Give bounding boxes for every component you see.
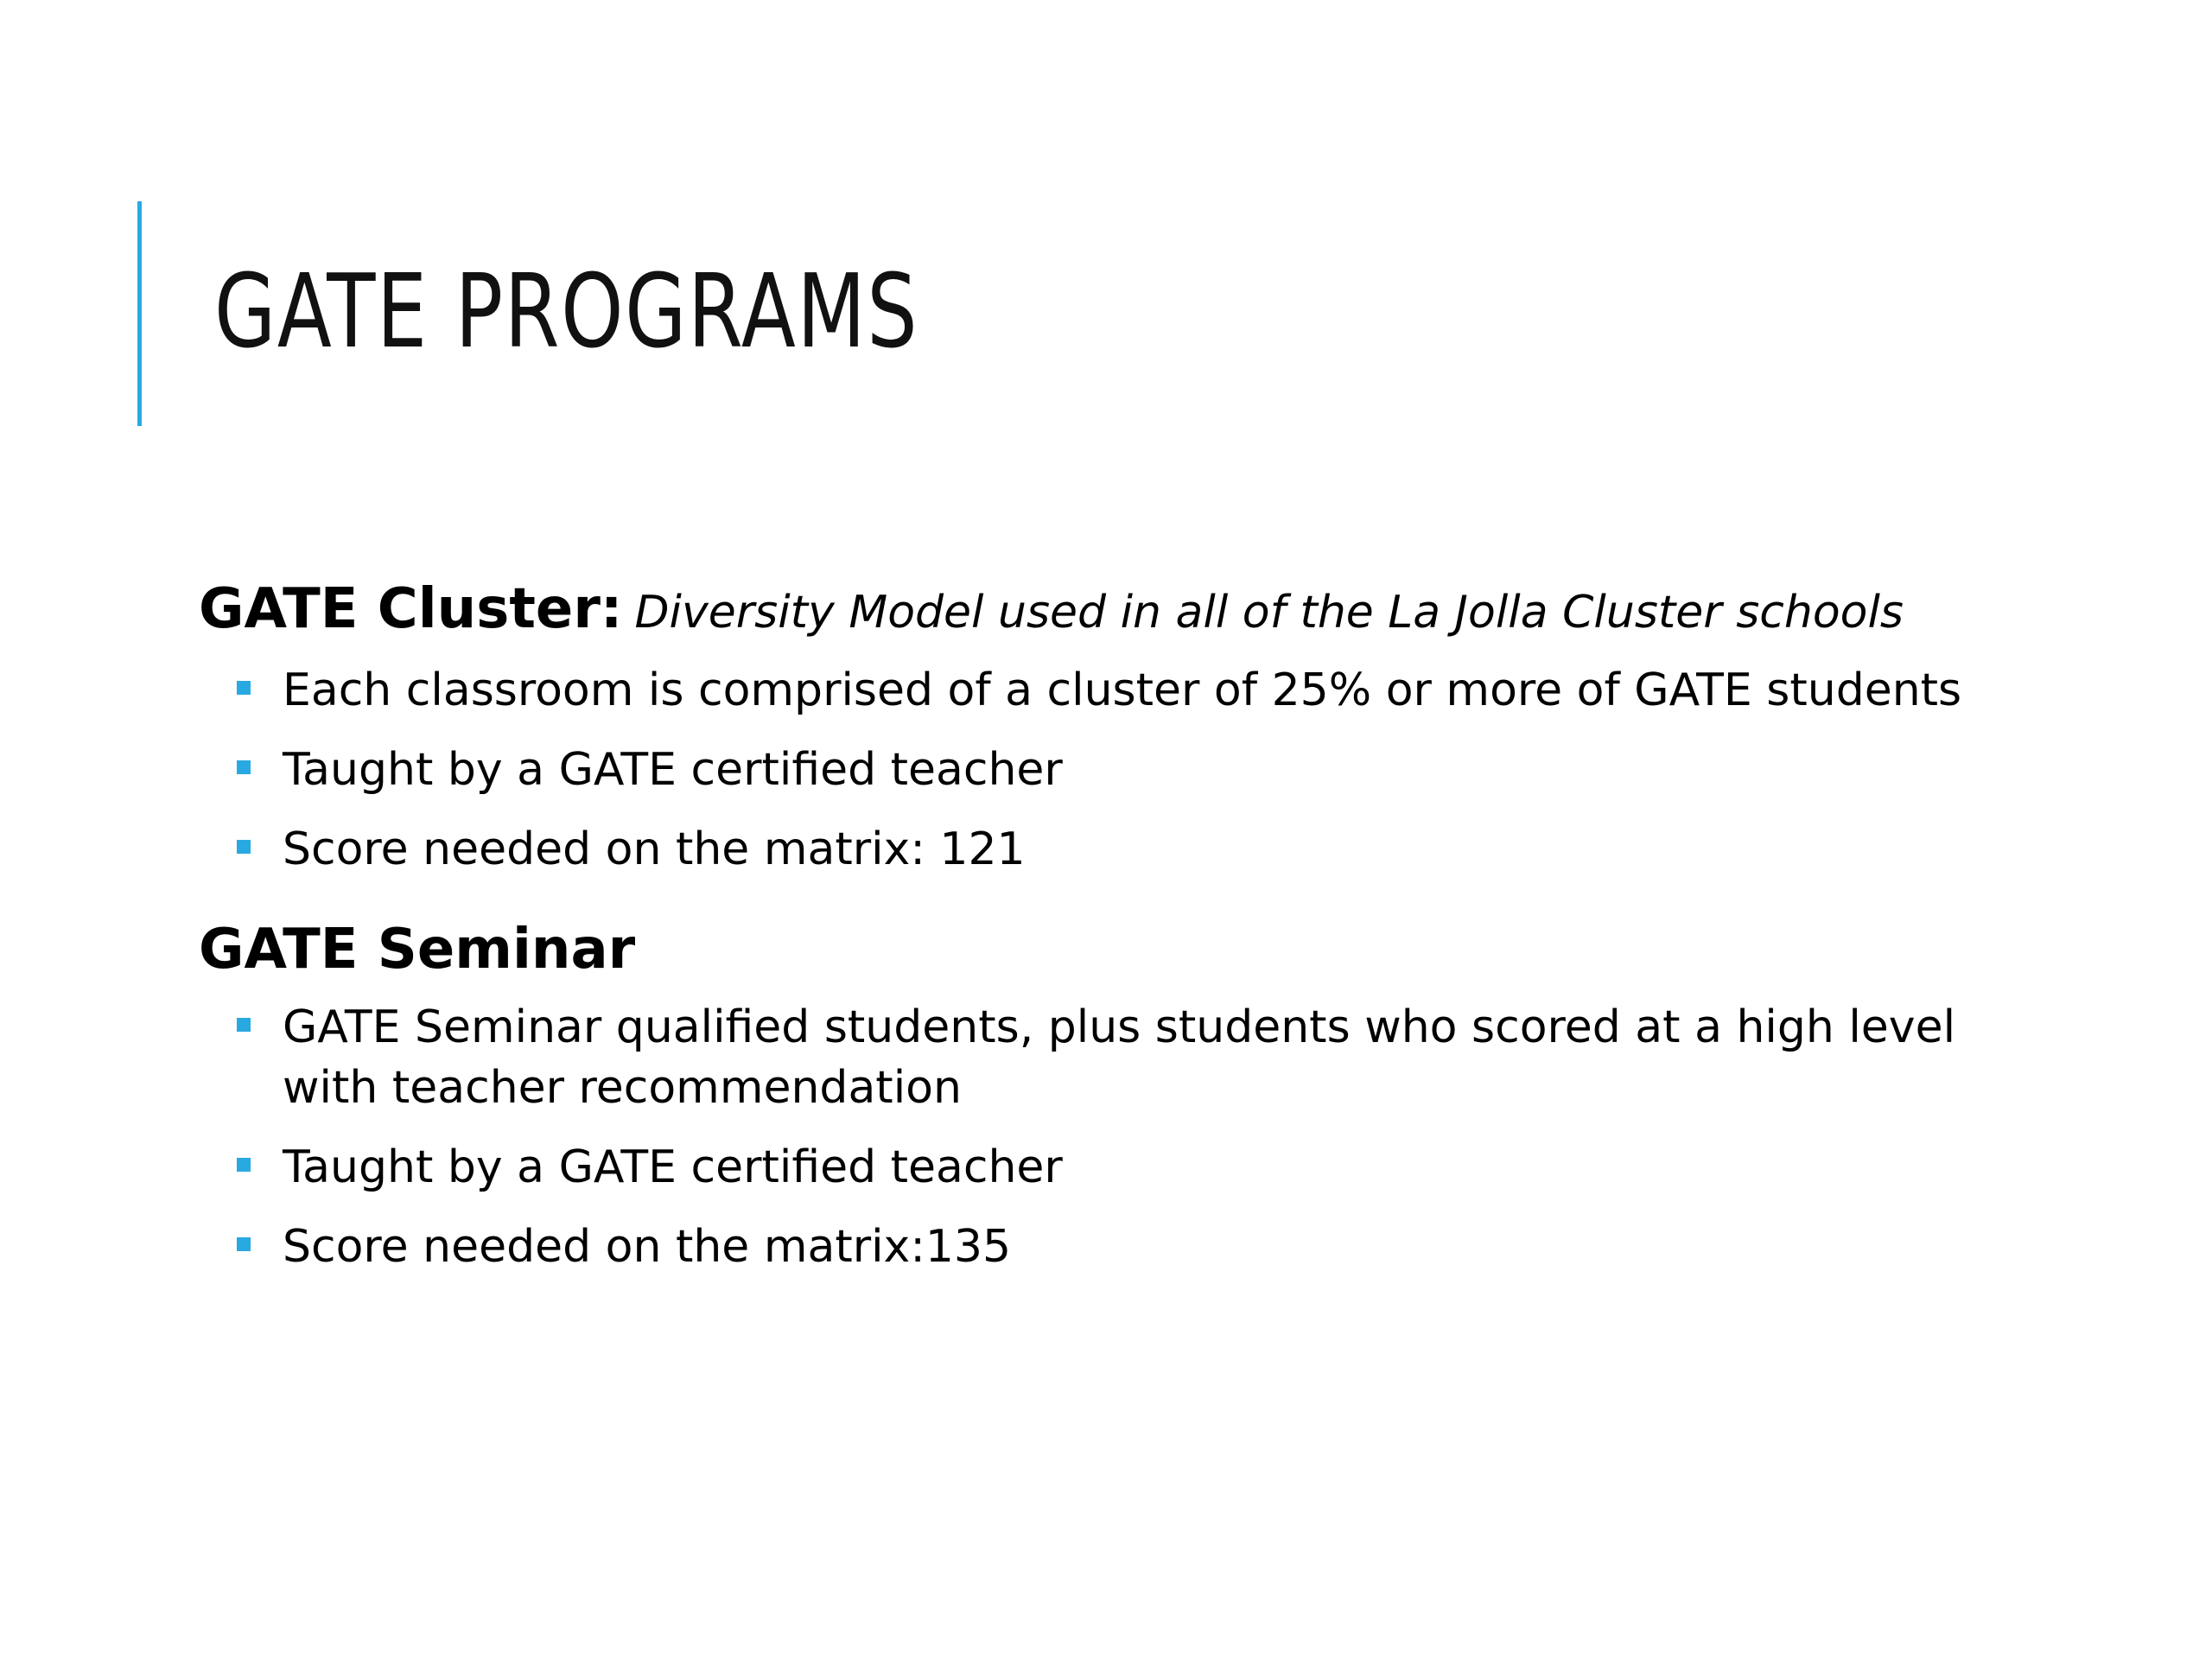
square-bullet-icon [237, 681, 251, 695]
list-item [199, 1137, 2011, 1198]
bullet-text: Each classroom is comprised of a cluster of 25% or more of GATE students [283, 664, 1962, 716]
slide-title: GATE PROGRAMS [214, 251, 919, 371]
bullet-text: Taught by a GATE certified teacher [283, 1141, 1063, 1193]
list-item [199, 1217, 2011, 1277]
section-heading-description: Diversity Model used in all of the La Jolla Cluster schools [634, 587, 1904, 639]
bullet-text: Taught by a GATE certified teacher [283, 744, 1063, 796]
section-heading-label: GATE Cluster: [199, 577, 623, 641]
title-accent-bar [137, 201, 142, 426]
section-heading-gate-seminar [199, 902, 2013, 997]
square-bullet-icon [237, 1018, 251, 1032]
bullet-list-gate-cluster [199, 660, 2013, 880]
list-item [199, 819, 2011, 880]
section-heading-gate-cluster [199, 562, 2013, 660]
square-bullet-icon [237, 1237, 251, 1251]
section-heading-label: GATE Seminar [199, 918, 636, 982]
square-bullet-icon [237, 840, 251, 854]
bullet-list-gate-seminar [199, 997, 2013, 1277]
slide-body [199, 562, 2013, 1300]
bullet-text: GATE Seminar qualified students, plus students who scored at a high level with teacher recommendation [283, 1001, 1956, 1114]
list-item [199, 660, 2011, 721]
list-item [199, 740, 2011, 800]
bullet-text: Score needed on the matrix:135 [283, 1221, 1012, 1273]
square-bullet-icon [237, 1158, 251, 1172]
square-bullet-icon [237, 760, 251, 774]
list-item [199, 997, 2011, 1118]
bullet-text: Score needed on the matrix: 121 [283, 823, 1026, 875]
